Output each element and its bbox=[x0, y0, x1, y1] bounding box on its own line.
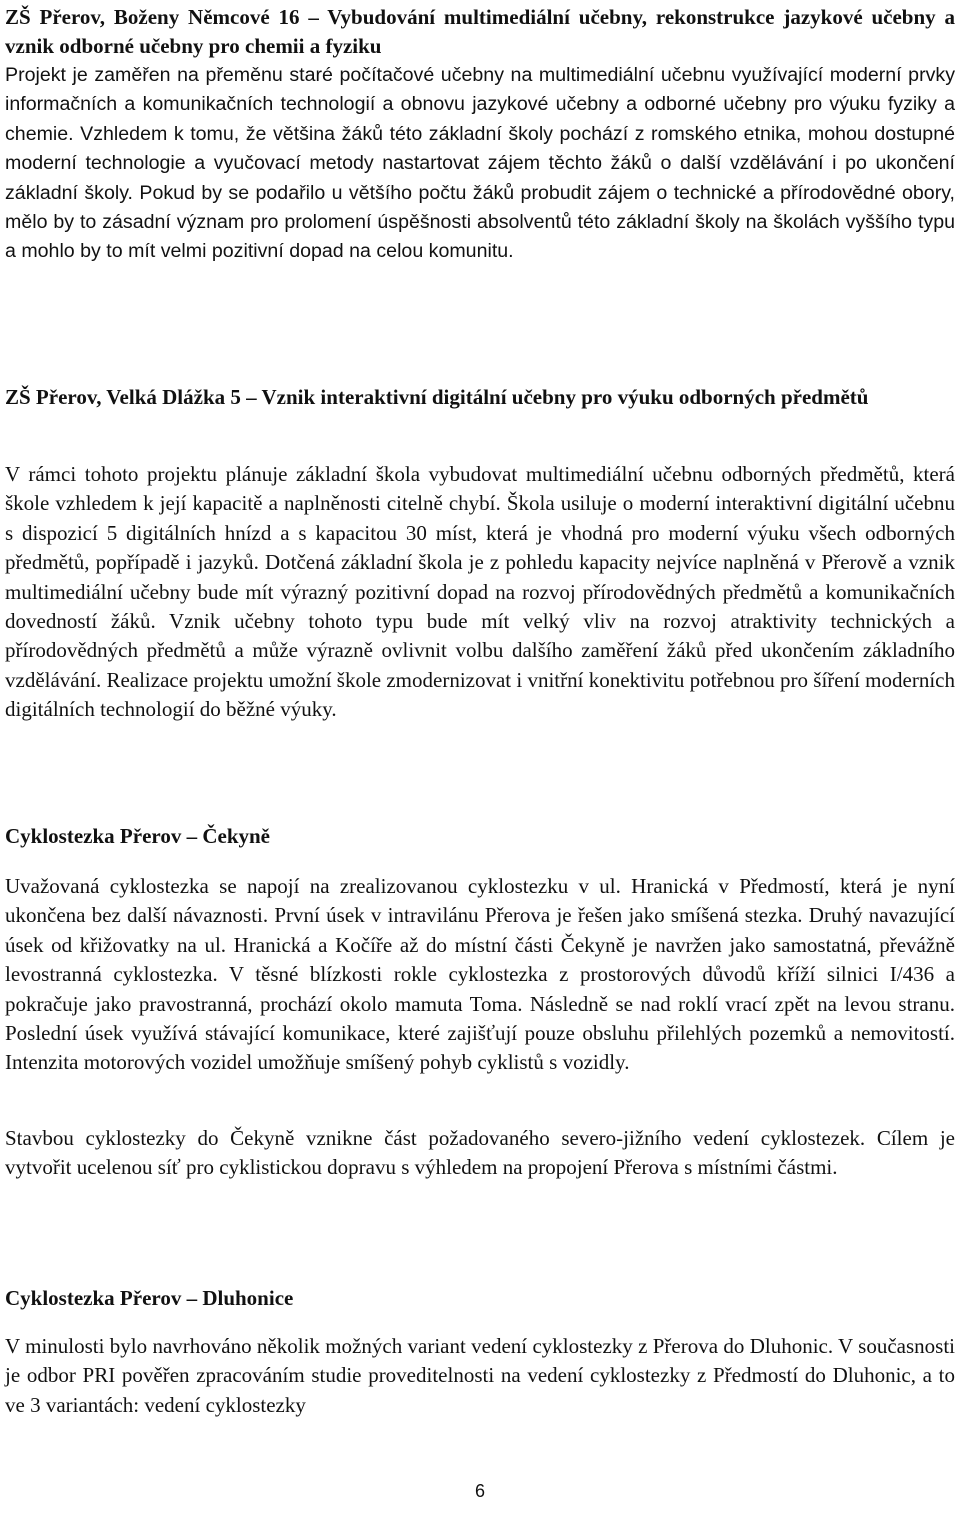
section-3-body-2: Stavbou cyklostezky do Čekyně vznikne část požadovaného severo-jižního vedení cyklostezek. Cílem je vytvořit ucelenou síť pro cyklistickou dopravu s výhledem na propojení Přerova s místními částmi. bbox=[5, 1126, 955, 1180]
section-1-body bbox=[5, 61, 955, 267]
section-2-title: ZŠ Přerov, Velká Dlážka 5 – Vznik interaktivní digitální učebny pro výuku odborných předmětů bbox=[5, 385, 869, 409]
section-3-title: Cyklostezka Přerov – Čekyně bbox=[5, 824, 270, 848]
section-4-body: V minulosti bylo navrhováno několik možných variant vedení cyklostezky z Přerova do Dluhonic. V současnosti je odbor PRI pověřen zpracováním studie proveditelnosti na vedení cyklostezky z Předmostí do Dluhonic, a to ve 3 variantách: vedení cyklostezky bbox=[5, 1334, 955, 1417]
section-3-body: Uvažovaná cyklostezka se napojí na zrealizovanou cyklostezku v ul. Hranická v Předmostí, která je nyní ukončena bez další návaznosti. První úsek v intravilánu Přerova je řešen jako smíšená stezka. Druhý navazující úsek od křižovatky na ul. Hranická a Kočíře až do místní části Čekyně je navržen jako samostatná, převážně levostranná cyklostezka. V těsné blízkosti rokle cyklostezka z prostorových důvodů kříží silnici I/436 a pokračuje jako pravostranná, prochází okolo mamuta Toma. Následně se nad roklí vrací zpět na levou stranu. Poslední úsek využívá stávající komunikace, které zajišťují pouze obsluhu přilehlých pozemků a nemovitostí. Intenzita motorových vozidel umožňuje smíšený pohyb cyklistů s vozidly. bbox=[5, 874, 955, 1075]
section-2-body: V rámci tohoto projektu plánuje základní škola vybudovat multimediální učebnu odborných předmětů, která škole vzhledem k její kapacitě a naplněnosti citelně chybí. Škola usiluje o moderní interaktivní digitální učebnu s dispozicí 5 digitálních hnízd a s kapacitou 30 míst, která je vhodná pro moderní výuku všech odborných předmětů, popřípadě i jazyků. Dotčená základní škola je z pohledu kapacity nejvíce naplněná v Přerově a vznik multimediální učebny bude mít výrazný pozitivní dopad na rozvoj přírodovědných předmětů a komunikačních dovedností žáků. Vznik učebny tohoto typu bude mít velký vliv na rozvoj atraktivity technických a přírodovědných předmětů a může výrazně ovlivnit volbu dalšího zaměření žáků před ukončením základního vzdělávání. Realizace projektu umožní škole zmodernizovat i vnitřní konektivitu potřebnou pro šíření moderních digitálních technologií do běžné výuky. bbox=[5, 462, 955, 722]
section-4-title: Cyklostezka Přerov – Dluhonice bbox=[5, 1286, 294, 1310]
page-number: 6 bbox=[474, 1481, 485, 1501]
section-1-body-part2: Vzhledem k tomu, že většina žáků této základní školy pochází z romského etnika, mohou dostupné moderní technologie a vyučovací metody nastartovat zájem těchto žáků o další vzdělávání i po ukončení základní školy. Pokud by se podařilo u většího počtu žáků probudit zájem o technické a přírodovědné obory, mělo by to zásadní význam pro prolomení úspěšnosti absolventů této základní školy na školách vyššího typu a mohlo by to mít velmi pozitivní dopad na celou komunitu. bbox=[5, 122, 955, 263]
section-1-body-part1: Projekt je zaměřen na přeměnu staré počítačové učebny na multimediální učebnu využívající moderní prvky informačních a komunikačních technologií a obnovu jazykové učebny a odborné učebny pro výuku fyziky a chemie. bbox=[5, 64, 955, 145]
section-1-title: ZŠ Přerov, Boženy Němcové 16 – Vybudování multimediální učebny, rekonstrukce jazykové učebny a vznik odborné učebny pro chemii a fyziku bbox=[5, 5, 955, 59]
